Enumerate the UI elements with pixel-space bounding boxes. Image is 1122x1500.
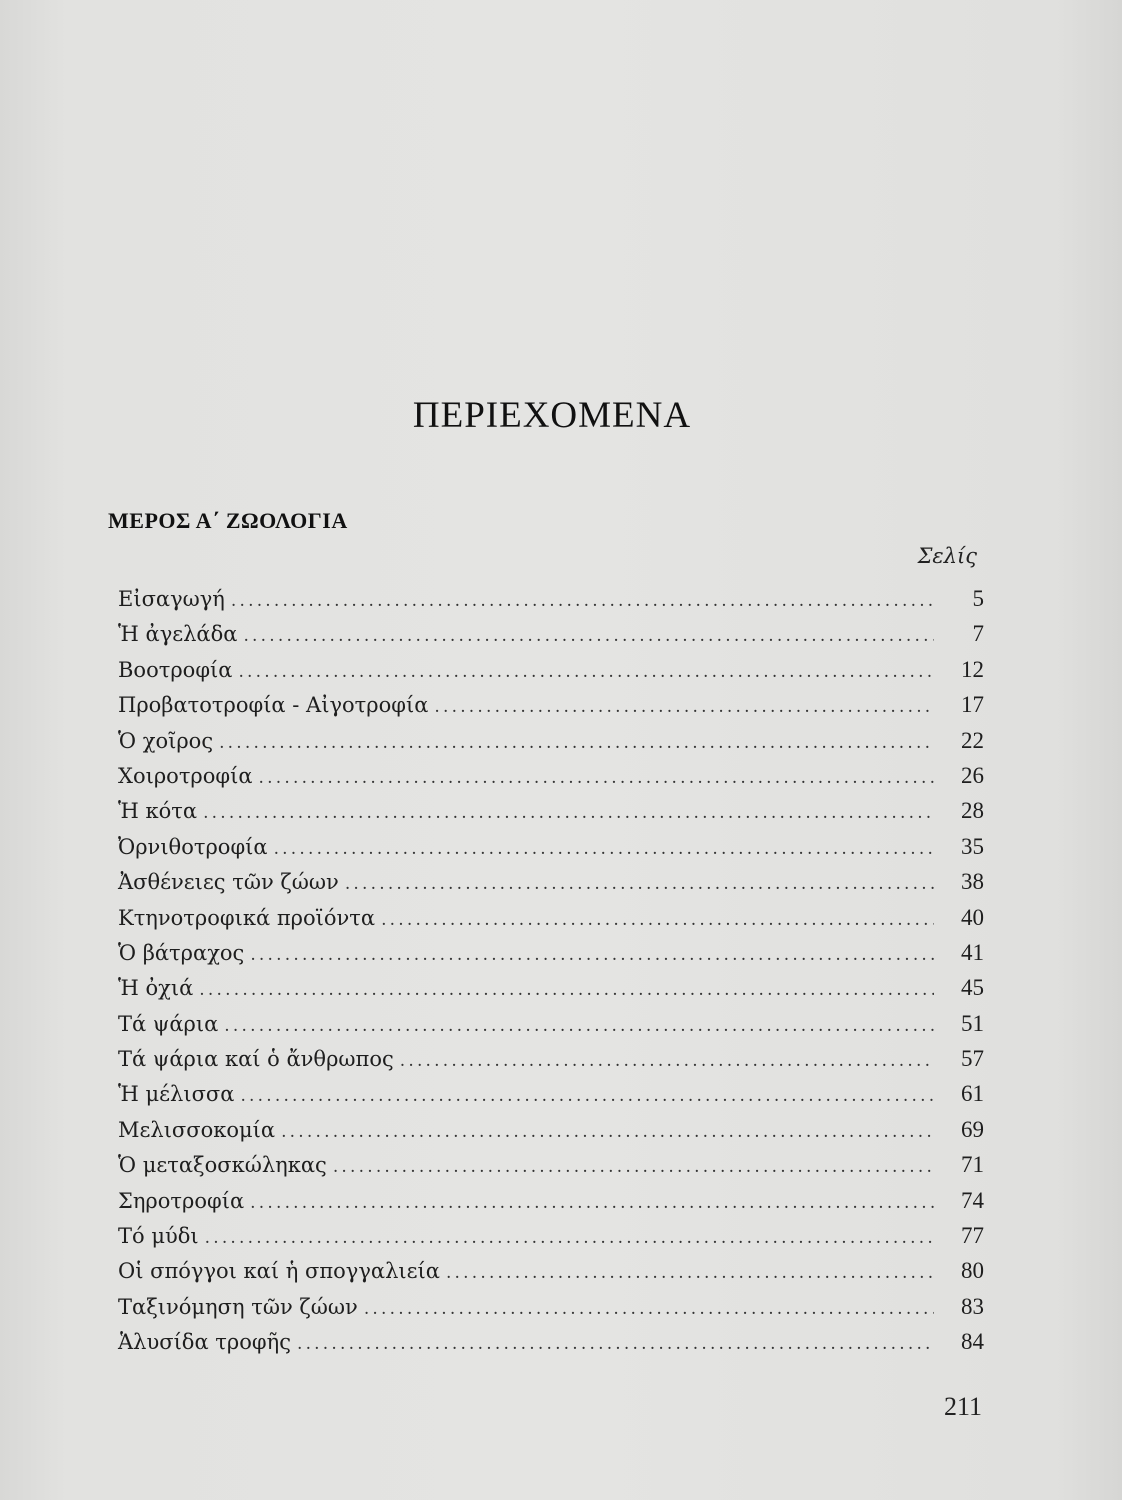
dot-leader <box>240 1086 934 1106</box>
toc-entry-page: 80 <box>961 1258 984 1284</box>
toc-entry-title: Εἰσαγωγή <box>118 587 225 611</box>
toc-entry <box>118 1294 984 1329</box>
toc-entry-page: 7 <box>972 621 984 647</box>
toc-entry-title: Χοιροτροφία <box>118 763 253 788</box>
toc-entry-page: 28 <box>961 798 984 824</box>
dot-leader <box>434 697 934 717</box>
toc-entry <box>118 1329 984 1364</box>
toc-entry <box>118 1081 984 1116</box>
toc-entry <box>118 657 984 692</box>
toc-entry-page: 5 <box>972 586 984 611</box>
dot-leader <box>281 1122 934 1142</box>
toc-entry-title: Τά ψάρια <box>118 1011 219 1036</box>
toc-entry-page: 22 <box>961 727 984 753</box>
toc-entry-page: 71 <box>961 1152 984 1178</box>
toc-entry-page: 41 <box>961 939 984 965</box>
toc-entry-title: Τά ψάρια καί ὁ ἄνθρωπος <box>118 1047 394 1072</box>
toc-entry-title: Ἡ ἀγελάδα <box>118 622 238 647</box>
toc-entry <box>118 975 984 1010</box>
toc-entry-page: 77 <box>961 1223 984 1249</box>
toc-entry-title: Ταξινόμηση τῶν ζώων <box>118 1294 358 1319</box>
toc-entry-title: Προβατοτροφία - Αἰγοτροφία <box>118 693 429 718</box>
toc-entry-page: 83 <box>961 1293 984 1319</box>
toc-entry-title: Τό μύδι <box>118 1224 199 1249</box>
table-of-contents <box>118 586 984 1365</box>
toc-entry-title: Σηροτροφία <box>118 1188 245 1213</box>
toc-entry-title: Ἁλυσίδα τροφῆς <box>118 1330 291 1355</box>
dot-leader <box>446 1263 934 1283</box>
toc-entry <box>118 1011 984 1046</box>
dot-leader <box>274 839 934 859</box>
toc-entry-title: Ἡ ὀχιά <box>118 976 194 1001</box>
toc-entry-title: Ὁ μεταξοσκώληκας <box>118 1153 327 1178</box>
toc-entry-page: 40 <box>961 904 984 930</box>
dot-leader <box>333 1157 934 1177</box>
dot-leader <box>381 910 934 930</box>
toc-entry-title: Βοοτροφία <box>118 657 233 682</box>
dot-leader <box>219 733 934 753</box>
dot-leader <box>250 1193 934 1213</box>
toc-entry-title: Ἡ κότα <box>118 799 198 824</box>
toc-entry-title: Ὁ βάτραχος <box>118 940 245 965</box>
toc-entry <box>118 869 984 904</box>
dot-leader <box>400 1051 934 1071</box>
toc-entry-title: Μελισσοκομία <box>118 1117 276 1142</box>
toc-entry-page: 12 <box>961 656 984 682</box>
page-number: 211 <box>943 1392 982 1421</box>
dot-leader <box>259 768 934 788</box>
toc-entry-title: Οἱ σπόγγοι καί ἡ σπογγαλιεία <box>118 1259 440 1284</box>
toc-entry <box>118 834 984 869</box>
toc-entry-title: Ἡ μέλισσα <box>118 1082 235 1107</box>
toc-entry-page: 26 <box>961 762 984 788</box>
toc-entry-title: Ὁ χοῖρος <box>118 728 214 753</box>
page-title: ΠΕΡΙΕΧΟΜΕΝΑ <box>412 395 692 436</box>
toc-entry-page: 51 <box>961 1010 984 1036</box>
toc-entry <box>118 1223 984 1258</box>
pages-column-label: Σελίς <box>917 544 977 568</box>
dot-leader <box>345 874 934 894</box>
toc-entry-page: 61 <box>961 1081 984 1107</box>
toc-entry-page: 35 <box>961 833 984 859</box>
dot-leader <box>238 662 934 682</box>
toc-entry-page: 38 <box>961 869 984 895</box>
toc-entry <box>118 798 984 833</box>
dot-leader <box>243 626 934 646</box>
toc-entry <box>118 728 984 763</box>
toc-entry-page: 45 <box>961 975 984 1001</box>
dot-leader <box>224 1016 934 1036</box>
toc-entry <box>118 1046 984 1081</box>
toc-entry <box>118 1188 984 1223</box>
toc-entry-title: Ἀσθένειες τῶν ζώων <box>118 870 339 895</box>
dot-leader <box>231 591 934 611</box>
toc-entry-page: 57 <box>961 1046 984 1072</box>
dot-leader <box>203 803 934 823</box>
toc-entry-page: 84 <box>961 1329 984 1355</box>
toc-entry <box>118 692 984 727</box>
dot-leader <box>199 980 934 1000</box>
dot-leader <box>250 945 934 965</box>
toc-entry <box>118 1117 984 1152</box>
toc-entry <box>118 586 984 621</box>
dot-leader <box>297 1334 934 1354</box>
toc-entry-page: 74 <box>961 1187 984 1213</box>
dot-leader <box>364 1299 934 1319</box>
toc-entry <box>118 1258 984 1293</box>
toc-entry <box>118 621 984 656</box>
toc-entry-page: 69 <box>961 1116 984 1142</box>
toc-entry <box>118 1152 984 1187</box>
toc-entry <box>118 940 984 975</box>
toc-entry <box>118 763 984 798</box>
toc-entry-title: Ὀρνιθοτροφία <box>118 834 268 859</box>
dot-leader <box>205 1228 934 1248</box>
toc-entry-page: 17 <box>961 692 984 718</box>
toc-entry-title: Κτηνοτροφικά προϊόντα <box>118 905 376 930</box>
part-heading: ΜΕΡΟΣ Α΄ ΖΩΟΛΟΓΙΑ <box>108 508 348 533</box>
toc-entry <box>118 905 984 940</box>
